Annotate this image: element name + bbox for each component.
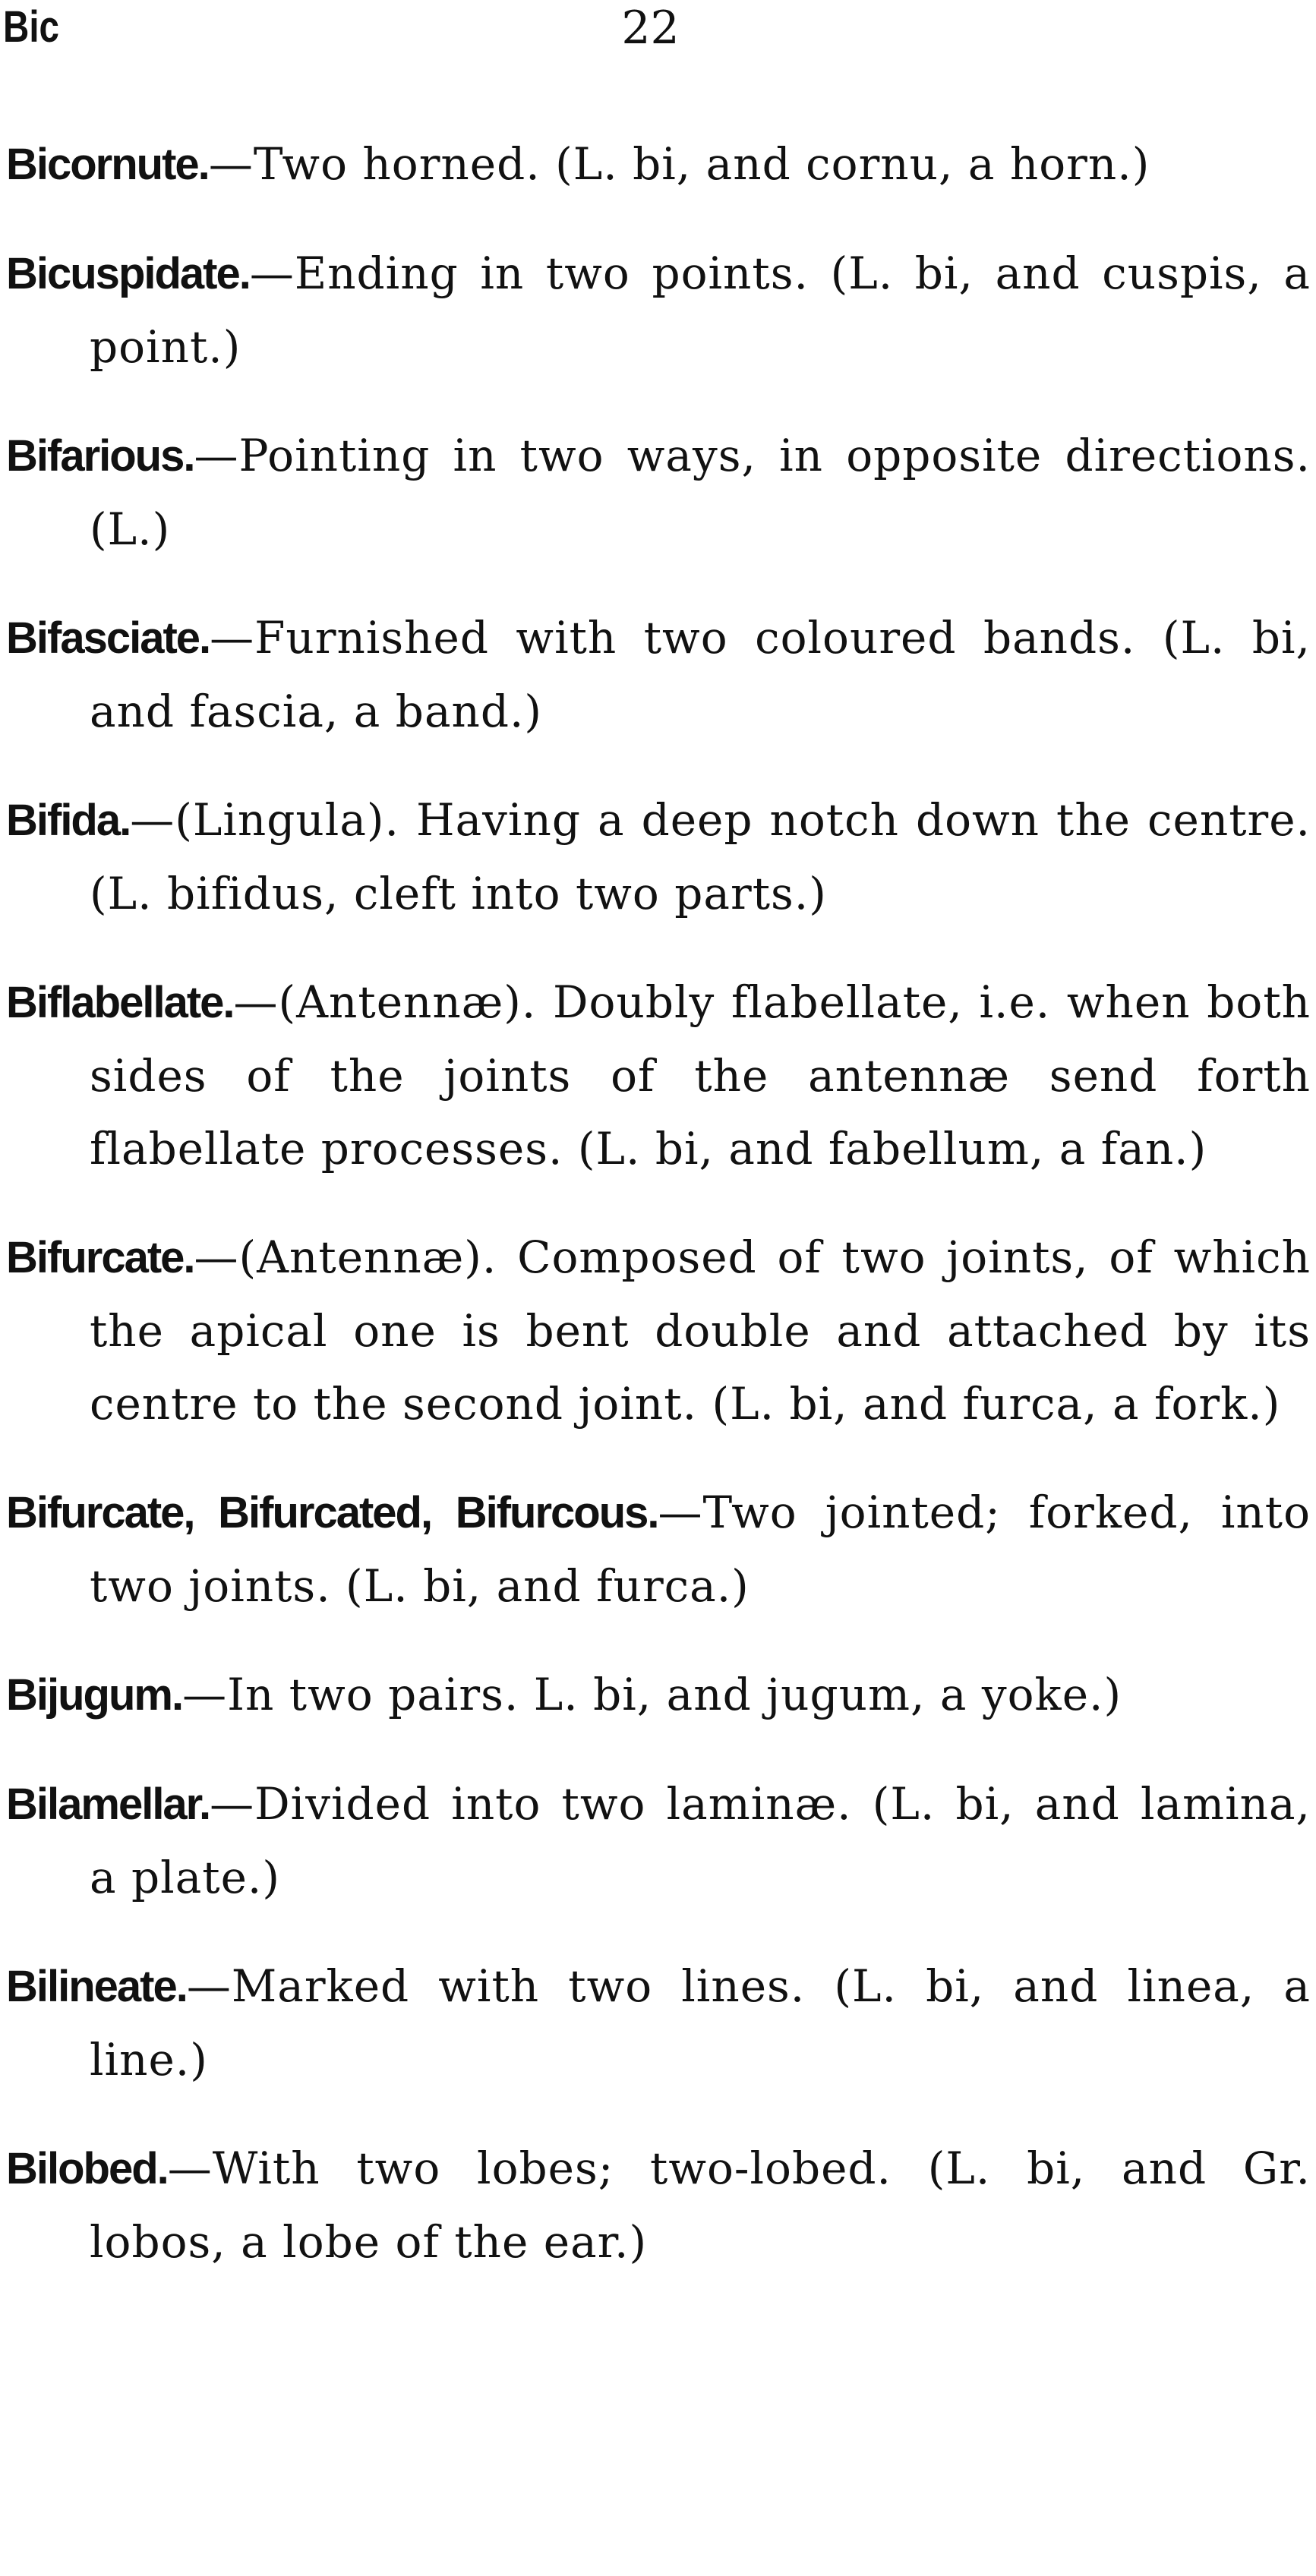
headword: Bicornute. [6,140,209,189]
glossary-entry [6,601,1311,748]
glossary-entry [6,784,1311,930]
headword: Bilamellar. [6,1780,210,1829]
definition: —Pointing in two ways, in opposite directions. (L.) [90,430,1311,555]
definition: —In two pairs. L. bi, and jugum, a yoke.) [182,1669,1122,1720]
page-header [0,0,1316,61]
glossary-entry [6,237,1311,383]
headword: Bifurcate, Bifurcated, Bifurcous. [6,1488,658,1537]
definition: —Marked with two lines. (L. bi, and linea, a line.) [90,1960,1311,2086]
headword: Biflabellate. [6,978,234,1027]
glossary-entry [6,1767,1311,1914]
headword: Bifurcate. [6,1233,194,1282]
glossary-entry [6,419,1311,566]
definition: —Two horned. (L. bi, and cornu, a horn.) [208,138,1150,190]
glossary-entries [6,128,1311,2314]
headword: Bilobed. [6,2144,168,2193]
definition: —(Antennæ). Doubly flabellate, i.e. when both sides of the joints of the antennæ send forth flabellate processes. (L. bi, and fabellum, a fan.) [90,976,1311,1174]
guide-word: Bic [3,2,60,52]
definition: —Furnished with two coloured bands. (L. bi, and fascia, a band.) [90,612,1311,737]
headword: Bifarious. [6,431,194,481]
definition: —Ending in two points. (L. bi, and cuspis, a point.) [90,248,1311,373]
headword: Bijugum. [6,1670,183,1720]
glossary-entry [6,128,1311,201]
page-number-wrapper [0,2,1316,55]
glossary-entry [6,2132,1311,2278]
headword: Bilineate. [6,1962,187,2011]
definition: —(Antennæ). Composed of two joints, of which the apical one is bent double and attached by its centre to the second joint. (L. bi, and furca, a fork.) [90,1231,1311,1430]
page-number: 22 [621,2,680,55]
definition: —Divided into two laminæ. (L. bi, and lamina, a plate.) [90,1778,1311,1903]
headword: Bicuspidate. [6,249,250,298]
glossary-entry [6,1476,1311,1622]
definition: —(Lingula). Having a deep notch down the centre. (L. bifidus, cleft into two parts.) [90,794,1311,919]
glossary-entry [6,1221,1311,1440]
headword: Bifida. [6,796,131,845]
definition: —Two jointed; forked, into two joints. (L. bi, and furca.) [90,1487,1311,1612]
glossary-entry [6,1950,1311,2096]
glossary-entry [6,966,1311,1185]
glossary-entry [6,1658,1311,1732]
definition: —With two lobes; two-lobed. (L. bi, and Gr. lobos, a lobe of the ear.) [90,2142,1311,2268]
headword: Bifasciate. [6,613,210,663]
